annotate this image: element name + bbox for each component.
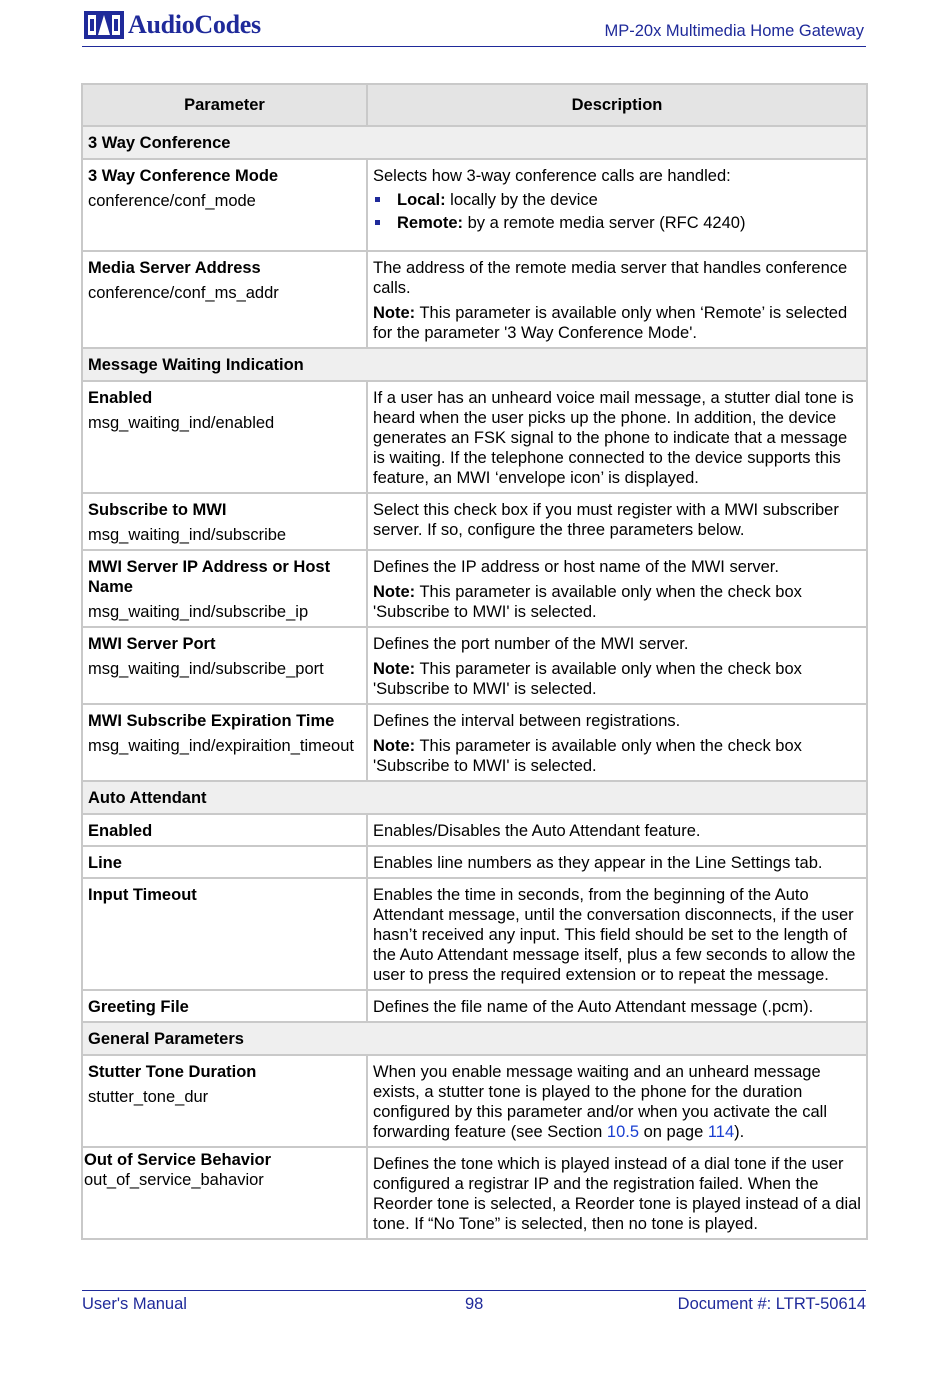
description-cell: [367, 493, 867, 550]
bullet-text: by a remote media server (RFC 4240): [463, 214, 746, 232]
table-row: [82, 381, 867, 493]
section-title: Message Waiting Indication: [82, 348, 867, 381]
document-number: Document #: LTRT-50614: [677, 1295, 866, 1313]
section-row: [82, 348, 867, 381]
note-body: This parameter is available only when ‘Remote’ is selected for the parameter '3 Way Conference Mode'.: [373, 304, 848, 342]
note-body: This parameter is available only when the check box 'Subscribe to MWI' is selected.: [373, 737, 802, 775]
table-row: [82, 878, 867, 990]
parameter-path: msg_waiting_ind/enabled: [88, 414, 275, 432]
page-number: 98: [465, 1295, 484, 1313]
parameter-cell: [82, 381, 367, 493]
page-footer: [82, 1290, 866, 1321]
section-title: Auto Attendant: [82, 781, 867, 814]
description-cell: [367, 990, 867, 1022]
description-text-end: ).: [734, 1123, 745, 1141]
list-item: [373, 190, 863, 210]
column-header-description: Description: [367, 84, 867, 126]
bullet-text: locally by the device: [445, 191, 598, 209]
description-text: The address of the remote media server that handles conference calls.: [373, 259, 848, 297]
bullet-square-icon: [375, 197, 380, 202]
section-title: General Parameters: [82, 1022, 867, 1055]
parameter-path: msg_waiting_ind/subscribe_port: [88, 660, 324, 678]
audiocodes-logo-icon: [84, 11, 124, 39]
bullet-list: [373, 190, 863, 233]
note-text: [373, 659, 863, 699]
description-text: Select this check box if you must register with a MWI subscriber server. If so, configure the three parameters below.: [373, 501, 839, 539]
note-label: Note:: [373, 583, 416, 601]
parameter-cell: [82, 550, 367, 627]
parameter-cell: [82, 627, 367, 704]
description-text: [373, 1062, 863, 1142]
bullet-label: Local:: [397, 191, 446, 209]
parameter-name: Input Timeout: [88, 886, 197, 904]
table-row: [82, 1147, 867, 1239]
description-text: If a user has an unheard voice mail message, a stutter dial tone is heard when the user picks up the phone. In addition, the device generates an FSK signal to the phone to indicate that a message is waiting. If the telephone connected to the device supports this feature, an MWI ‘envelope icon’ is displayed.: [373, 389, 854, 487]
description-text: Selects how 3-way conference calls are handled:: [373, 167, 731, 185]
parameter-path: msg_waiting_ind/subscribe_ip: [88, 603, 309, 621]
parameter-name: Enabled: [88, 389, 153, 407]
table-row: [82, 159, 867, 251]
parameter-cell: [82, 704, 367, 781]
parameter-cell: [82, 878, 367, 990]
description-text: Enables the time in seconds, from the beginning of the Auto Attendant message, until the conversation disconnects, if the user hasn’t received any input. This field should be set to the length of the Auto Attendant message itself, plus a few seconds to allow the user to press the required extension or to repeat the message.: [373, 886, 856, 984]
document-title: MP-20x Multimedia Home Gateway: [604, 22, 864, 40]
audiocodes-logo: [84, 10, 261, 40]
section-row: [82, 126, 867, 159]
note-label: Note:: [373, 660, 416, 678]
description-text-start: When you enable message waiting and an unheard message exists, a stutter tone is played to the phone for the duration configured by this parameter and/or when you activate the call forwarding feature (see Section: [373, 1063, 828, 1141]
description-cell: [367, 846, 867, 878]
description-text: Defines the interval between registrations.: [373, 712, 681, 730]
parameter-cell: [82, 814, 367, 846]
table-row: [82, 846, 867, 878]
table-row: [82, 550, 867, 627]
parameter-cell: [82, 846, 367, 878]
description-cell: [367, 1055, 867, 1147]
column-header-parameter: Parameter: [82, 84, 367, 126]
page-header: [82, 8, 866, 47]
list-item: [373, 213, 863, 233]
description-cell: [367, 878, 867, 990]
page-reference-link[interactable]: 114: [707, 1123, 735, 1141]
parameter-name: 3 Way Conference Mode: [88, 167, 279, 185]
table-row: [82, 704, 867, 781]
note-text: [373, 303, 863, 343]
parameter-name: Media Server Address: [88, 259, 261, 277]
description-cell: [367, 814, 867, 846]
note-text: [373, 582, 863, 622]
description-text: Enables/Disables the Auto Attendant feature.: [373, 822, 701, 840]
description-text: Defines the IP address or host name of the MWI server.: [373, 558, 779, 576]
bullet-square-icon: [375, 220, 380, 225]
description-text: Defines the file name of the Auto Attendant message (.pcm).: [373, 998, 814, 1016]
parameter-cell: [82, 159, 367, 251]
parameter-path: conference/conf_ms_addr: [88, 284, 279, 302]
description-cell: [367, 159, 867, 251]
parameter-path: stutter_tone_dur: [88, 1088, 209, 1106]
table-row: [82, 493, 867, 550]
parameters-table: [81, 83, 868, 1240]
description-cell: [367, 251, 867, 348]
parameter-path: msg_waiting_ind/expiraition_timeout: [88, 737, 354, 755]
parameter-name: Out of Service Behavior: [84, 1151, 272, 1169]
table-row: [82, 627, 867, 704]
table-row: [82, 1055, 867, 1147]
note-label: Note:: [373, 737, 416, 755]
description-cell: [367, 381, 867, 493]
table-row: [82, 990, 867, 1022]
table-row: [82, 814, 867, 846]
parameter-cell: [82, 493, 367, 550]
parameter-name: MWI Subscribe Expiration Time: [88, 712, 335, 730]
parameter-path: msg_waiting_ind/subscribe: [88, 526, 287, 544]
description-text: Enables line numbers as they appear in the Line Settings tab.: [373, 854, 823, 872]
table-row: [82, 251, 867, 348]
parameter-name: MWI Server Port: [88, 635, 216, 653]
table-header-row: [82, 84, 867, 126]
section-title: 3 Way Conference: [82, 126, 867, 159]
parameter-path: conference/conf_mode: [88, 192, 256, 210]
note-body: This parameter is available only when the check box 'Subscribe to MWI' is selected.: [373, 583, 802, 621]
footer-manual-label: User's Manual: [82, 1295, 187, 1313]
parameter-name: Stutter Tone Duration: [88, 1063, 257, 1081]
parameter-name: Greeting File: [88, 998, 189, 1016]
parameter-cell: [82, 1147, 367, 1239]
note-text: [373, 736, 863, 776]
section-reference-link[interactable]: 10.5: [606, 1123, 640, 1141]
description-text: Defines the port number of the MWI server.: [373, 635, 689, 653]
parameter-name: Enabled: [88, 822, 153, 840]
description-text: Defines the tone which is played instead of a dial tone if the user configured a registrar IP and the registration failed. When the Reorder tone is selected, a Reorder tone is played instead of a dial tone. If “No Tone” is selected, then no tone is played.: [373, 1155, 861, 1233]
parameter-path: out_of_service_bahavior: [84, 1171, 264, 1189]
section-row: [82, 781, 867, 814]
section-row: [82, 1022, 867, 1055]
description-text-middle: on page: [639, 1123, 708, 1141]
description-cell: [367, 627, 867, 704]
description-cell: [367, 1147, 867, 1239]
bullet-label: Remote:: [397, 214, 464, 232]
note-label: Note:: [373, 304, 416, 322]
parameter-cell: [82, 990, 367, 1022]
parameter-name: Subscribe to MWI: [88, 501, 227, 519]
note-body: This parameter is available only when the check box 'Subscribe to MWI' is selected.: [373, 660, 802, 698]
parameter-name: Line: [88, 854, 122, 872]
description-cell: [367, 550, 867, 627]
parameter-cell: [82, 1055, 367, 1147]
logo-text: AudioCodes: [128, 10, 261, 39]
parameter-name: MWI Server IP Address or Host Name: [88, 558, 331, 596]
description-cell: [367, 704, 867, 781]
parameter-cell: [82, 251, 367, 348]
